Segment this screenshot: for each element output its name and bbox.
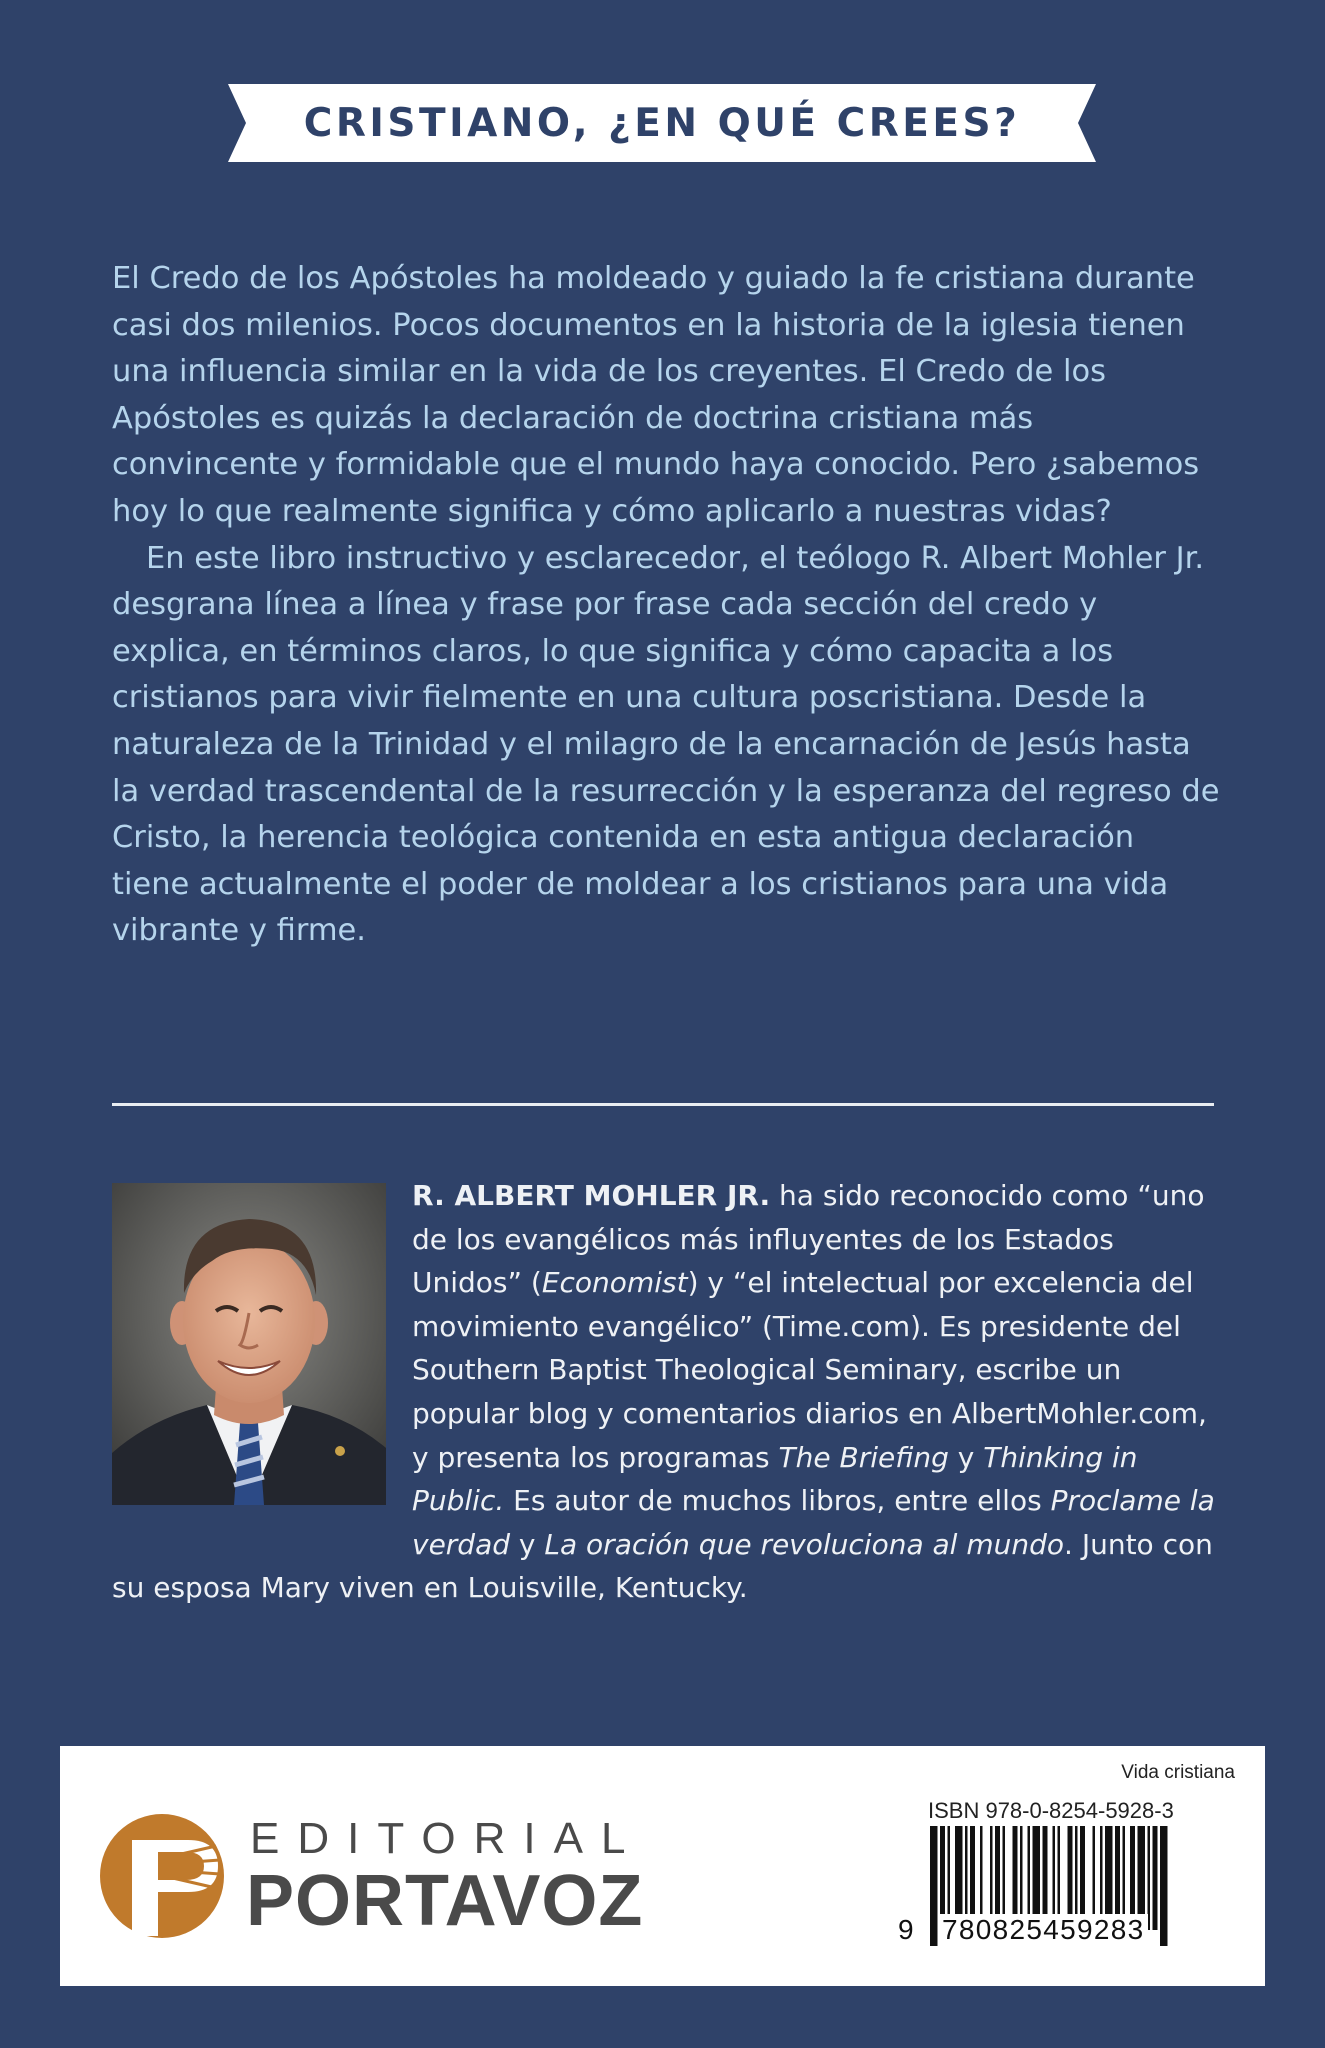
author-name: R. ALBERT MOHLER JR. <box>412 1179 771 1212</box>
section-divider <box>112 1103 1214 1106</box>
author-bio <box>112 1174 1220 1610</box>
bio-text: ) y “el intelectual por excelencia del movimiento evangélico” (Time.com). Es presidente del Southern Baptist Theological Seminary, escribe un popular blog y comentarios diarios en AlbertMohler.com, y presenta los programas <box>412 1266 1207 1474</box>
banner-title: CRISTIANO, ¿EN QUÉ CREES? <box>303 100 1021 146</box>
description-paragraph-1: El Credo de los Apóstoles ha moldeado y guiado la fe cristiana durante casi dos milenios. Pocos documentos en la historia de la iglesia tienen una influencia similar en la vida de los creyentes. El Credo de los Apóstoles es quizás la declaración de doctrina cristiana más convincente y formidable que el mundo haya conocido. Pero ¿sabemos hoy lo que realmente significa y cómo aplicarlo a nuestras vidas? <box>112 261 1200 529</box>
bio-italic-thinking: Thinking in Public. <box>412 1440 1138 1518</box>
bio-italic-economist: Economist <box>541 1266 688 1300</box>
barcode-bar <box>1153 1826 1158 1930</box>
book-description <box>112 256 1220 955</box>
barcode-first-digit: 9 <box>898 1914 915 1945</box>
barcode-bar <box>1160 1826 1168 1946</box>
photo-spacer <box>112 1174 412 1524</box>
title-banner <box>228 84 1096 162</box>
description-paragraph-2: En este libro instructivo y esclarecedor, el teólogo R. Albert Mohler Jr. desgrana línea a línea y frase por frase cada sección del credo y explica, en términos claros, lo que significa y cómo capacita a los cristianos para vivir fielmente en una cultura poscristiana. Desde la naturaleza de la Trinidad y el milagro de la encarnación de Jesús hasta la verdad trascendental de la resurrección y la esperanza del regreso de Cristo, la herencia teológica contenida en esta antigua declaración tiene actualmente el poder de moldear a los cristianos para una vida vibrante y firme. <box>112 540 1220 949</box>
bio-text: . Junto con su esposa Mary viven en Louisville, Kentucky. <box>112 1527 1213 1605</box>
isbn-label: ISBN 978-0-8254-5928-3 <box>928 1798 1174 1823</box>
bio-text: ha sido reconocido como “uno de los evangélicos más influyentes de los Estados Unidos” ( <box>412 1179 1205 1300</box>
bio-italic-briefing: The Briefing <box>778 1440 949 1474</box>
barcode-number: 780825459283 <box>938 1914 1148 1946</box>
category-label: Vida cristiana <box>1121 1762 1235 1783</box>
bio-paragraph <box>112 1174 1220 1610</box>
bio-text: y <box>948 1440 984 1474</box>
publisher-name-top: EDITORIAL <box>250 1814 644 1863</box>
publisher-logo-icon <box>96 1806 246 1946</box>
bio-italic-book-2: La oración que revoluciona al mundo <box>544 1527 1065 1561</box>
footer-box <box>60 1746 1265 1986</box>
bio-italic-book-1: Proclame la verdad <box>412 1484 1215 1561</box>
bio-text: Es autor de muchos libros, entre ellos <box>504 1484 1051 1518</box>
barcode-bar <box>930 1826 938 1946</box>
publisher-logo <box>96 1806 656 1946</box>
bio-text: y <box>510 1527 545 1561</box>
publisher-name-bottom: PORTAVOZ <box>246 1861 644 1941</box>
